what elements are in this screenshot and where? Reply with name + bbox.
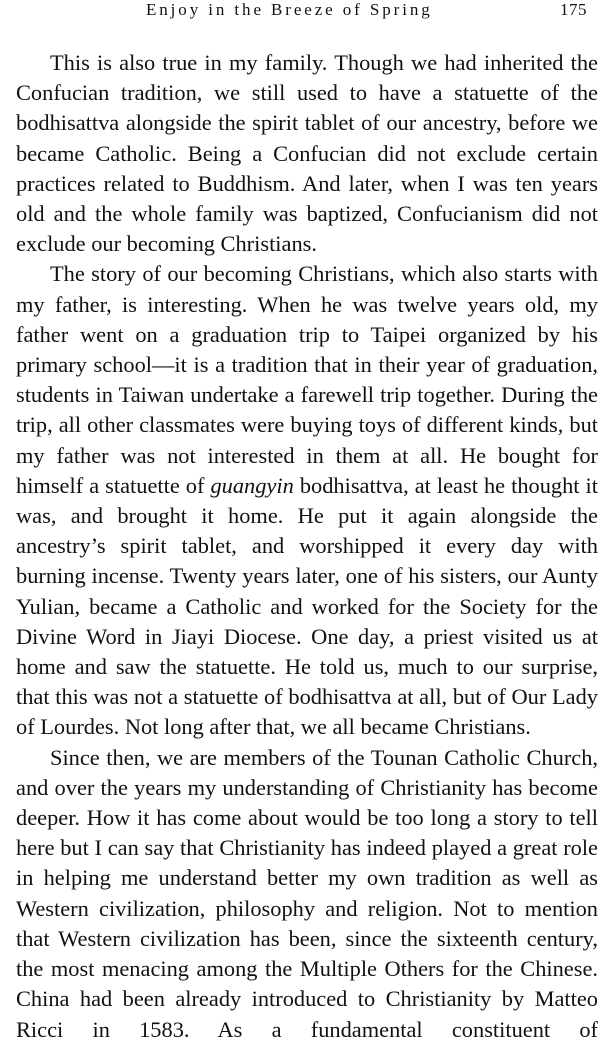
paragraph-tounan-church: Since then, we are members of the Tounan Catholic Church, and over the years my understanding of Christianity has become deeper. How it has come about would be too long a story to tell here but I can say that Christianity has indeed played a great role in helping me understand better my own tradition as well as Western civilization, philosophy and religion. Not to mention that Western civilization has been, since the sixteenth century, the most menacing among the Multiple Others for the Chinese. China had been already introduced to Christianity by Matteo Ricci in 1583. As a fundamental constituent of <box>16 744 598 1042</box>
paragraph-text-before-italic: The story of our becoming Christians, which also starts with my father, is interesting. When he was twelve years old, my father went on a graduation trip to Taipei organized by his primary school—it is a tradition that in their year of graduation, students in Taiwan undertake a farewell trip together. During the trip, all other classmates were buying toys of different kinds, but my father was not interested in them at all. He bought for himself a statuette of <box>16 261 598 498</box>
paragraph-becoming-christians <box>16 259 598 742</box>
body-text <box>16 48 598 1045</box>
italic-term-guangyin: guangyin <box>210 472 294 498</box>
page-number: 175 <box>560 0 587 19</box>
running-header <box>0 0 600 22</box>
running-title: Enjoy in the Breeze of Spring <box>146 0 433 19</box>
paragraph-family-tradition: This is also true in my family. Though we had inherited the Confucian tradition, we still used to have a statuette of the bodhisattva alongside the spirit tablet of our ancestry, before we became Catholic. Being a Confucian did not exclude certain practices related to Buddhism. And later, when I was ten years old and the whole family was baptized, Confucianism did not exclude our becoming Christians. <box>16 50 598 257</box>
paragraph-text-after-italic: bodhisattva, at least he thought it was, and brought it home. He put it again alongside the ancestry’s spirit tablet, and worshipped it every day with burning incense. Twenty years later, one of his sisters, our Aunty Yulian, became a Catholic and worked for the Society for the Divine Word in Jiayi Diocese. One day, a priest visited us at home and saw the statuette. He told us, much to our surprise, that this was not a statuette of bodhisattva at all, but of Our Lady of Lourdes. Not long after that, we all became Christians. <box>16 472 598 740</box>
